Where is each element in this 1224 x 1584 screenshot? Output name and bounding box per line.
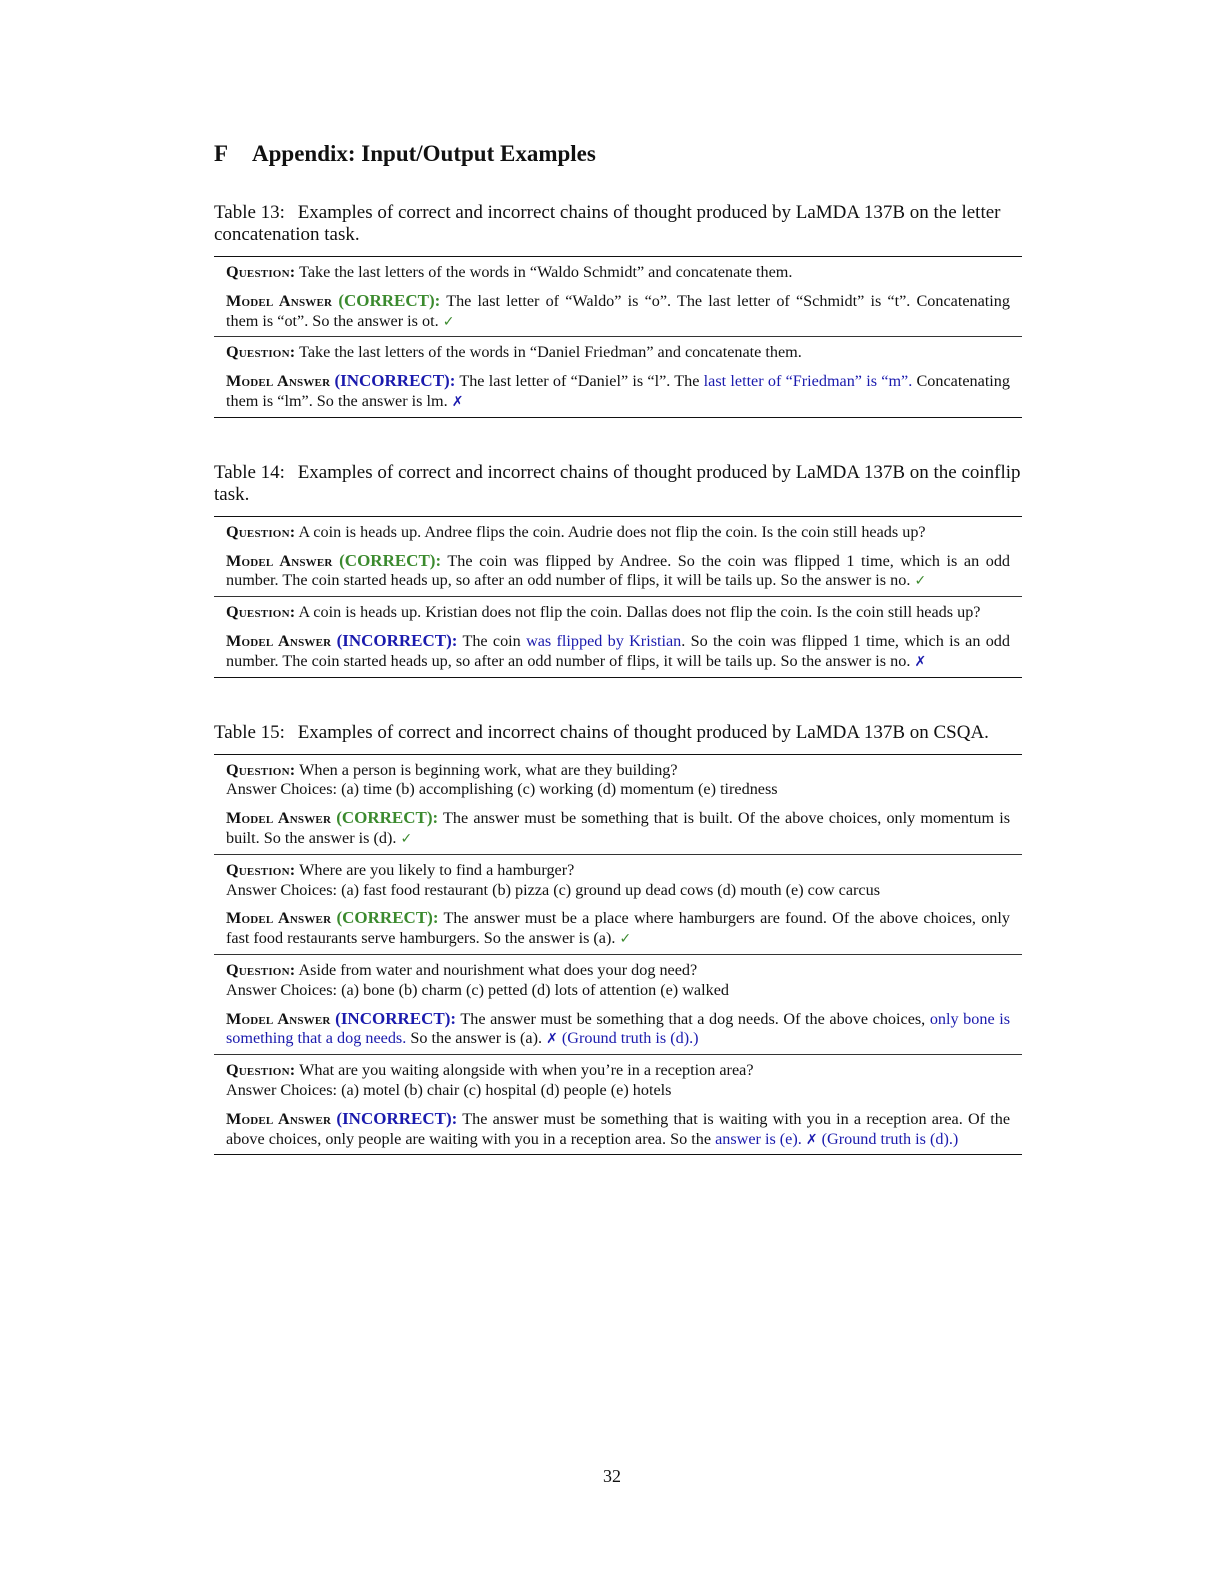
answer-text: The answer must be a place where hamburgers are found. Of the above choices, only fast food restaurants serve hamburgers. So the answer is (a). (226, 909, 1010, 948)
table-13 (214, 256, 1022, 418)
question-label: Question: (226, 860, 296, 879)
table-14-caption (214, 462, 1022, 506)
caption-label: Table 13: (214, 202, 285, 223)
answer-text: The answer must be something that is waiting with you in a reception area. Of the above choices, only people are waiting with you in a reception area. So the (226, 1109, 1010, 1148)
answer-text: . So the coin was flipped 1 time, which is an odd number. The coin started heads up, so after an odd number of flips, it will be tails up. So the answer is no. (226, 631, 1010, 670)
error-highlight: last letter of “Friedman” is “m”. (703, 372, 913, 391)
answer-text: The last letter of “Waldo” is “o”. The last letter of “Schmidt” is “t”. Concatenating them is “ot”. So the answer is ot. (226, 291, 1010, 330)
error-highlight: only bone is something that a dog needs. (226, 1009, 1011, 1048)
example-row (214, 954, 1022, 1054)
example-row (214, 854, 1022, 954)
answer-choices: Answer Choices: (a) fast food restaurant (b) pizza (c) ground up dead cows (d) mouth (e) cow carcus (226, 880, 880, 899)
cross-icon: ✗ (451, 393, 464, 410)
caption-label: Table 15: (214, 721, 285, 743)
caption-label: Table 14: (214, 461, 285, 483)
caption-text: Examples of correct and incorrect chains of thought produced by LaMDA 137B on the coinflip task. (214, 461, 1021, 505)
correct-tag: (CORRECT): (336, 808, 439, 828)
answer-text: Concatenating them is “lm”. So the answer is lm. (226, 372, 1010, 410)
example-row (214, 517, 1022, 596)
answer-text: So the answer is (a). (406, 1029, 547, 1048)
incorrect-tag: (INCORRECT): (336, 630, 458, 650)
model-answer-label: Model Answer (226, 1009, 331, 1028)
correct-tag: (CORRECT): (336, 908, 439, 928)
table-15 (214, 754, 1022, 1156)
example-row (214, 596, 1022, 676)
example-row (214, 336, 1022, 416)
answer-choices: Answer Choices: (a) bone (b) charm (c) petted (d) lots of attention (e) walked (226, 980, 729, 999)
error-highlight: answer is (e). (715, 1129, 802, 1148)
question-text: A coin is heads up. Kristian does not flip the coin. Dallas does not flip the coin. Is the coin still heads up? (298, 603, 981, 622)
model-answer-label: Model Answer (226, 291, 333, 310)
answer-choices: Answer Choices: (a) motel (b) chair (c) hospital (d) people (e) hotels (226, 1080, 672, 1099)
answer-text: The coin (462, 631, 527, 650)
question-label: Question: (226, 1061, 296, 1080)
page-body (214, 140, 1022, 1199)
check-icon: ✓ (442, 313, 455, 330)
question-text: When a person is beginning work, what are they building? (299, 760, 678, 779)
check-icon: ✓ (914, 573, 927, 590)
answer-text: The coin was flipped by Andree. So the coin was flipped 1 time, which is an odd number. The coin started heads up, so after an odd number of flips, it will be tails up. So the answer is no. (226, 551, 1011, 590)
caption-text: Examples of correct and incorrect chains of thought produced by LaMDA 137B on the letter concatenation task. (214, 202, 1001, 245)
page-number: 32 (603, 1466, 621, 1486)
model-answer-label: Model Answer (226, 809, 332, 828)
example-row (214, 755, 1022, 854)
question-text: Aside from water and nourishment what does your dog need? (298, 960, 698, 979)
question-text: Where are you likely to find a hamburger? (299, 860, 575, 879)
model-answer-label: Model Answer (226, 1109, 332, 1128)
incorrect-tag: (INCORRECT): (335, 1008, 457, 1028)
error-highlight: was flipped by Kristian (526, 631, 682, 650)
correct-tag: (CORRECT): (338, 290, 441, 310)
answer-text: The answer must be something that is built. Of the above choices, only momentum is built. So the answer is (d). (226, 809, 1010, 847)
question-label: Question: (226, 603, 296, 622)
question-text: Take the last letters of the words in “Daniel Friedman” and concatenate them. (299, 343, 802, 362)
section-number: F (214, 141, 229, 166)
cross-icon: ✗ (914, 653, 927, 670)
answer-choices: Answer Choices: (a) time (b) accomplishing (c) working (d) momentum (e) tiredness (226, 780, 778, 799)
table-15-caption (214, 722, 1022, 744)
correct-tag: (CORRECT): (339, 550, 442, 570)
model-answer-label: Model Answer (226, 551, 333, 570)
model-answer-label: Model Answer (226, 372, 331, 391)
question-text: A coin is heads up. Andree flips the coin. Audrie does not flip the coin. Is the coin still heads up? (298, 522, 926, 541)
question-label: Question: (226, 343, 296, 362)
table-13-caption (214, 202, 1022, 246)
cross-icon: ✗ (546, 1031, 558, 1048)
question-label: Question: (226, 263, 296, 281)
caption-text: Examples of correct and incorrect chains of thought produced by LaMDA 137B on CSQA. (297, 721, 989, 743)
incorrect-tag: (INCORRECT): (334, 371, 456, 391)
section-heading (214, 140, 1022, 168)
cross-icon: ✗ (805, 1131, 818, 1148)
section-title: Appendix: Input/Output Examples (252, 141, 596, 166)
model-answer-label: Model Answer (226, 631, 332, 650)
model-answer-label: Model Answer (226, 909, 332, 928)
answer-text: The answer must be something that a dog needs. Of the above choices, (460, 1009, 930, 1028)
question-text: What are you waiting alongside with when you’re in a reception area? (299, 1061, 754, 1080)
answer-text: The last letter of “Daniel” is “l”. The (459, 372, 704, 391)
example-row (214, 257, 1022, 336)
ground-truth-note: (Ground truth is (d).) (821, 1129, 959, 1148)
question-label: Question: (226, 960, 296, 979)
check-icon: ✓ (619, 931, 632, 948)
table-14 (214, 516, 1022, 678)
ground-truth-note: (Ground truth is (d).) (561, 1029, 699, 1048)
question-text: Take the last letters of the words in “Waldo Schmidt” and concatenate them. (299, 263, 793, 281)
incorrect-tag: (INCORRECT): (336, 1108, 458, 1128)
example-row (214, 1054, 1022, 1154)
question-label: Question: (226, 760, 296, 779)
check-icon: ✓ (400, 830, 413, 847)
question-label: Question: (226, 522, 296, 541)
